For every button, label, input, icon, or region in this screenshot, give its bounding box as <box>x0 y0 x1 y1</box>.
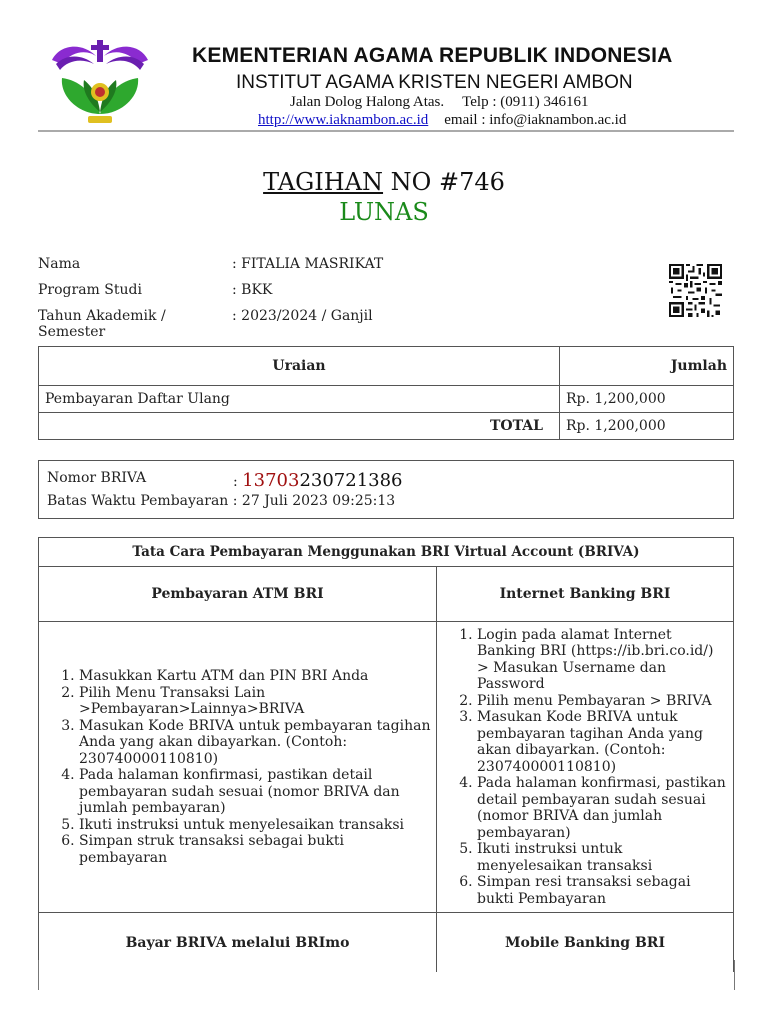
briva-number[interactable] <box>242 470 402 491</box>
info-value: : 2023/2024 / Ganjil <box>232 308 373 324</box>
info-value: : FITALIA MASRIKAT <box>232 256 384 272</box>
briva-suffix: 230721386 <box>299 470 403 491</box>
bill-table <box>38 346 734 440</box>
internet-banking-section-title: Internet Banking BRI <box>437 567 734 622</box>
invoice-title-word: TAGIHAN <box>263 168 384 196</box>
info-row-program <box>38 282 383 308</box>
list-item: 5. Ikuti instruksi untuk menyelesaikan transaksi <box>79 817 432 834</box>
brimo-section-title: Bayar BRIVA melalui BRImo <box>39 913 437 974</box>
briva-value <box>233 470 403 491</box>
address: Jalan Dolog Halong Atas. <box>290 94 445 110</box>
column-header-description: Uraian <box>39 347 560 386</box>
list-item: 4. Pada halaman konfirmasi, pastikan detail pembayaran sudah sesuai (nomor BRIVA dan jumlah pembayaran) <box>477 775 729 841</box>
institute-logo <box>38 34 162 130</box>
contact-line <box>258 112 626 129</box>
page-edge-mark <box>734 960 735 990</box>
briva-box <box>38 460 734 519</box>
invoice-number: NO #746 <box>383 168 505 196</box>
list-item: 5. Ikuti instruksi untuk menyelesaikan transaksi <box>477 841 729 874</box>
list-item: 6. Simpan resi transaksi sebagai bukti Pembayaran <box>477 874 729 907</box>
page-cut <box>38 972 736 992</box>
payment-guide-table <box>38 537 734 974</box>
institute-name: INSTITUT AGAMA KRISTEN NEGERI AMBON <box>236 72 633 93</box>
bill-table-header <box>39 347 734 386</box>
briva-number-row <box>47 470 403 491</box>
briva-prefix: 13703 <box>242 470 300 491</box>
list-item: 3. Masukan Kode BRIVA untuk pembayaran tagihan Anda yang akan dibayarkan. (Contoh: 230740000110810) <box>79 718 432 768</box>
item-description: Pembayaran Daftar Ulang <box>39 386 560 413</box>
atm-section-title: Pembayaran ATM BRI <box>39 567 437 622</box>
info-row-name <box>38 256 383 282</box>
student-info <box>38 256 384 340</box>
list-item: 1. Login pada alamat Internet Banking BRI (https://ib.bri.co.id/) > Masukan Username dan Password <box>477 627 729 693</box>
mobile-banking-section-title: Mobile Banking BRI <box>437 913 734 974</box>
briva-label: Nomor BRIVA <box>47 470 147 486</box>
column-header-amount: Jumlah <box>560 347 734 386</box>
list-item: 3. Masukan Kode BRIVA untuk pembayaran tagihan Anda yang akan dibayarkan. (Contoh: 230740000110810) <box>477 709 729 775</box>
table-row <box>39 386 734 413</box>
website-link[interactable]: http://www.iaknambon.ac.id <box>258 112 429 128</box>
info-label: Program Studi <box>38 282 142 298</box>
info-label: Tahun Akademik / Semester <box>38 308 166 340</box>
letterhead <box>38 34 734 130</box>
briva-colon: : <box>233 474 238 490</box>
item-amount: Rp. 1,200,000 <box>560 386 734 413</box>
payment-status: LUNAS <box>339 198 429 226</box>
list-item: 1. Masukkan Kartu ATM dan PIN BRI Anda <box>79 668 432 685</box>
phone: Telp : (0911) 346161 <box>462 94 589 110</box>
info-row-year <box>38 308 383 340</box>
info-label: Nama <box>38 256 81 272</box>
invoice-title <box>0 168 768 196</box>
total-row <box>39 413 734 440</box>
total-label: TOTAL <box>39 413 560 440</box>
atm-steps-cell <box>39 622 437 913</box>
email: email : info@iaknambon.ac.id <box>444 112 627 128</box>
info-value: : BKK <box>232 282 273 298</box>
ministry-name: KEMENTERIAN AGAMA REPUBLIK INDONESIA <box>192 44 673 67</box>
list-item: 2. Pilih Menu Transaksi Lain >Pembayaran>Lainnya>BRIVA <box>79 685 432 718</box>
list-item: 6. Simpan struk transaksi sebagai bukti pembayaran <box>79 833 432 866</box>
qr-code <box>667 264 724 317</box>
address-line <box>290 94 588 111</box>
internet-banking-steps-cell <box>437 622 734 913</box>
letterhead-divider <box>38 130 734 132</box>
list-item: 2. Pilih menu Pembayaran > BRIVA <box>477 693 729 710</box>
page-edge-mark <box>38 960 39 990</box>
list-item: 4. Pada halaman konfirmasi, pastikan detail pembayaran sudah sesuai (nomor BRIVA dan jumlah pembayaran) <box>79 767 432 817</box>
total-amount: Rp. 1,200,000 <box>560 413 734 440</box>
internet-banking-steps-list <box>437 627 733 908</box>
payment-deadline: Batas Waktu Pembayaran : 27 Juli 2023 09:25:13 <box>47 493 396 509</box>
atm-steps-list <box>39 668 436 866</box>
guide-title: Tata Cara Pembayaran Menggunakan BRI Virtual Account (BRIVA) <box>39 538 734 567</box>
